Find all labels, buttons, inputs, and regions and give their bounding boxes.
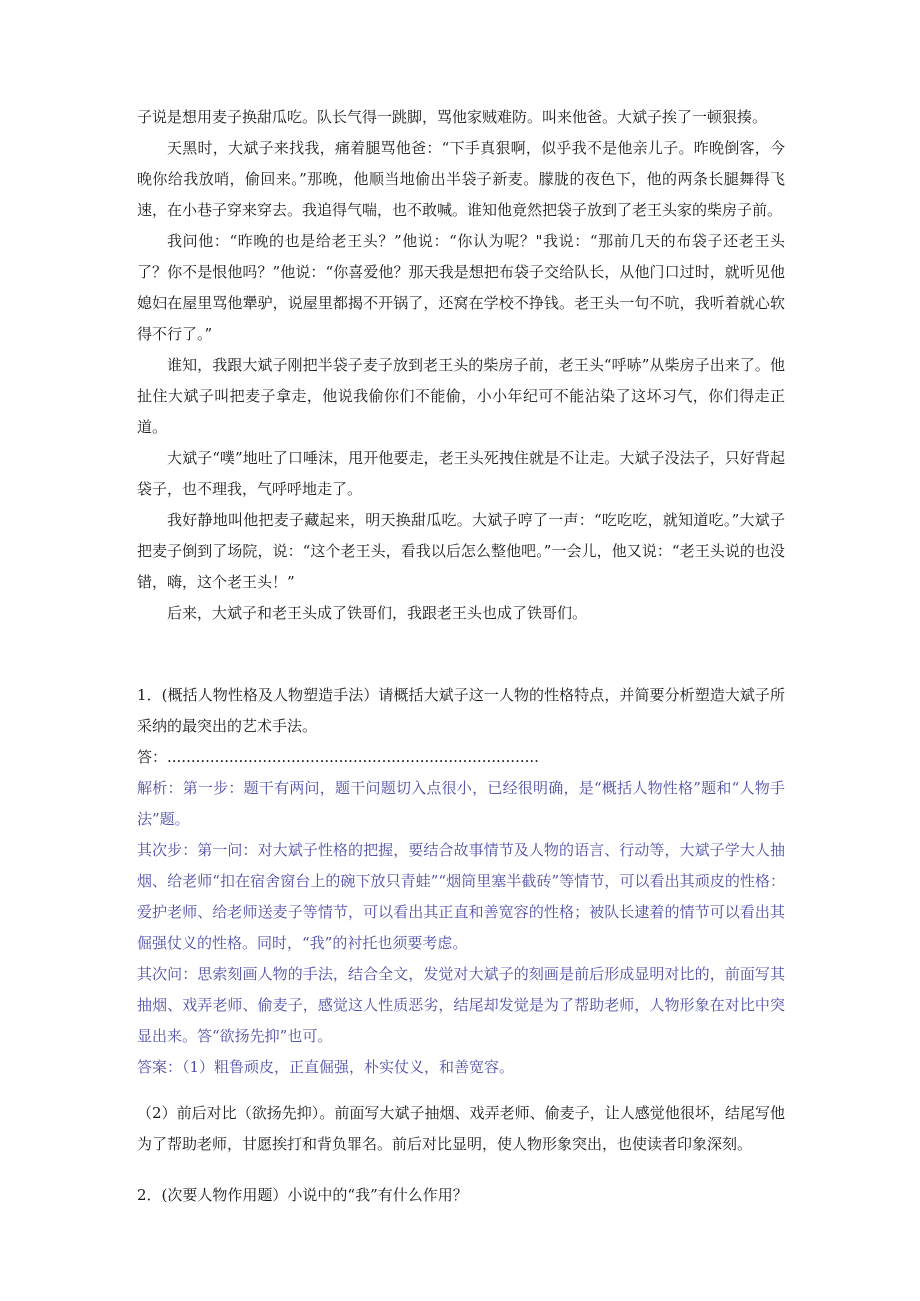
- story-text: [137, 102, 785, 629]
- question-2-text: 2．(次要人物作用题）小说中的“我”有什么作用？: [137, 1186, 468, 1204]
- answer-key-part-2: [137, 1098, 785, 1160]
- answer-blank-line: 答：..............................................................................: [137, 748, 539, 766]
- question-2: [137, 1180, 785, 1211]
- story-paragraph: 子说是想用麦子换甜瓜吃。队长气得一跳脚，骂他家贼难防。叫来他爸。大斌子挨了一顿狠揍。: [137, 108, 768, 126]
- analysis-paragraph: 其次步：第一问：对大斌子性格的把握，要结合故事情节及人物的语言、行动等，大斌子学大人抽烟、给老师“扣在宿舍窗台上的碗下放只青蛙”“烟筒里塞半截砖”等情节，可以看出其顽皮的性格：爱护老师、给老师送麦子等情节，可以看出其正直和善宽容的性格；被队长逮着的情节可以看出其倔强仗义的性格。同时，“我”的衬托也须要考虑。: [137, 841, 785, 952]
- answer-key-part-2-text: （2）前后对比（欲扬先抑）。前面写大斌子抽烟、戏弄老师、偷麦子，让人感觉他很坏，结尾写他为了帮助老师，甘愿挨打和背负罪名。前后对比显明，使人物形象突出，也使读者印象深刻。: [137, 1104, 785, 1153]
- analysis-paragraph: 解析：第一步：题干有两问，题干问题切入点很小，已经很明确，是“概括人物性格”题和“人物手法”题。: [137, 779, 785, 828]
- story-paragraph: 天黑时，大斌子来找我，痛着腿骂他爸：“下手真狠啊，似乎我不是他亲儿子。昨晚倒客，今晚你给我放哨，偷回来。”那晚，他顺当地偷出半袋子新麦。朦胧的夜色下，他的两条长腿舞得飞速，在小巷子穿来穿去。我追得气喘，也不敢喊。谁知他竟然把袋子放到了老王头家的柴房子前。: [137, 139, 785, 219]
- story-paragraph: 大斌子“噗”地吐了口唾沫，甩开他要走，老王头死拽住就是不让走。大斌子没法子，只好背起袋子，也不理我，气呼呼地走了。: [137, 449, 785, 498]
- question-1: [137, 680, 785, 1083]
- answer-key-part-1: 答案：（1）粗鲁顽皮，正直倔强，朴实仗义，和善宽容。: [137, 1058, 515, 1076]
- story-paragraph: 我好静地叫他把麦子藏起来，明天换甜瓜吃。大斌子哼了一声：“吃吃吃，就知道吃。”大斌子把麦子倒到了场院，说：“这个老王头，看我以后怎么整他吧。”一会儿，他又说：“老王头说的也没错，嗨，这个老王头！”: [137, 511, 785, 591]
- story-paragraph: 我问他：“昨晚的也是给老王头？”他说：“你认为呢？"我说：“那前几天的布袋子还老王头了？你不是恨他吗？”他说：“你喜爱他？那天我是想把布袋子交给队长，从他门口过时，就听见他媳妇在屋里骂他犟驴，说屋里都揭不开锅了，还窝在学校不挣钱。老王头一句不吭，我听着就心软得不行了。”: [137, 232, 785, 343]
- question-1-text: 1．(概括人物性格及人物塑造手法）请概括大斌子这一人物的性格特点，并简要分析塑造大斌子所采纳的最突出的艺术手法。: [137, 686, 785, 735]
- story-paragraph: 后来，大斌子和老王头成了铁哥们，我跟老王头也成了铁哥们。: [167, 604, 588, 622]
- story-paragraph: 谁知，我跟大斌子刚把半袋子麦子放到老王头的柴房子前，老王头“呼哧”从柴房子出来了。他扯住大斌子叫把麦子拿走，他说我偷你们不能偷，小小年纪可不能沾染了这坏习气，你们得走正道。: [137, 356, 785, 436]
- analysis-paragraph: 其次问：思索刻画人物的手法，结合全文，发觉对大斌子的刻画是前后形成显明对比的，前面写其抽烟、戏弄老师、偷麦子，感觉这人性质恶劣，结尾却发觉是为了帮助老师，人物形象在对比中突显出来。答“欲扬先抑”也可。: [137, 965, 785, 1045]
